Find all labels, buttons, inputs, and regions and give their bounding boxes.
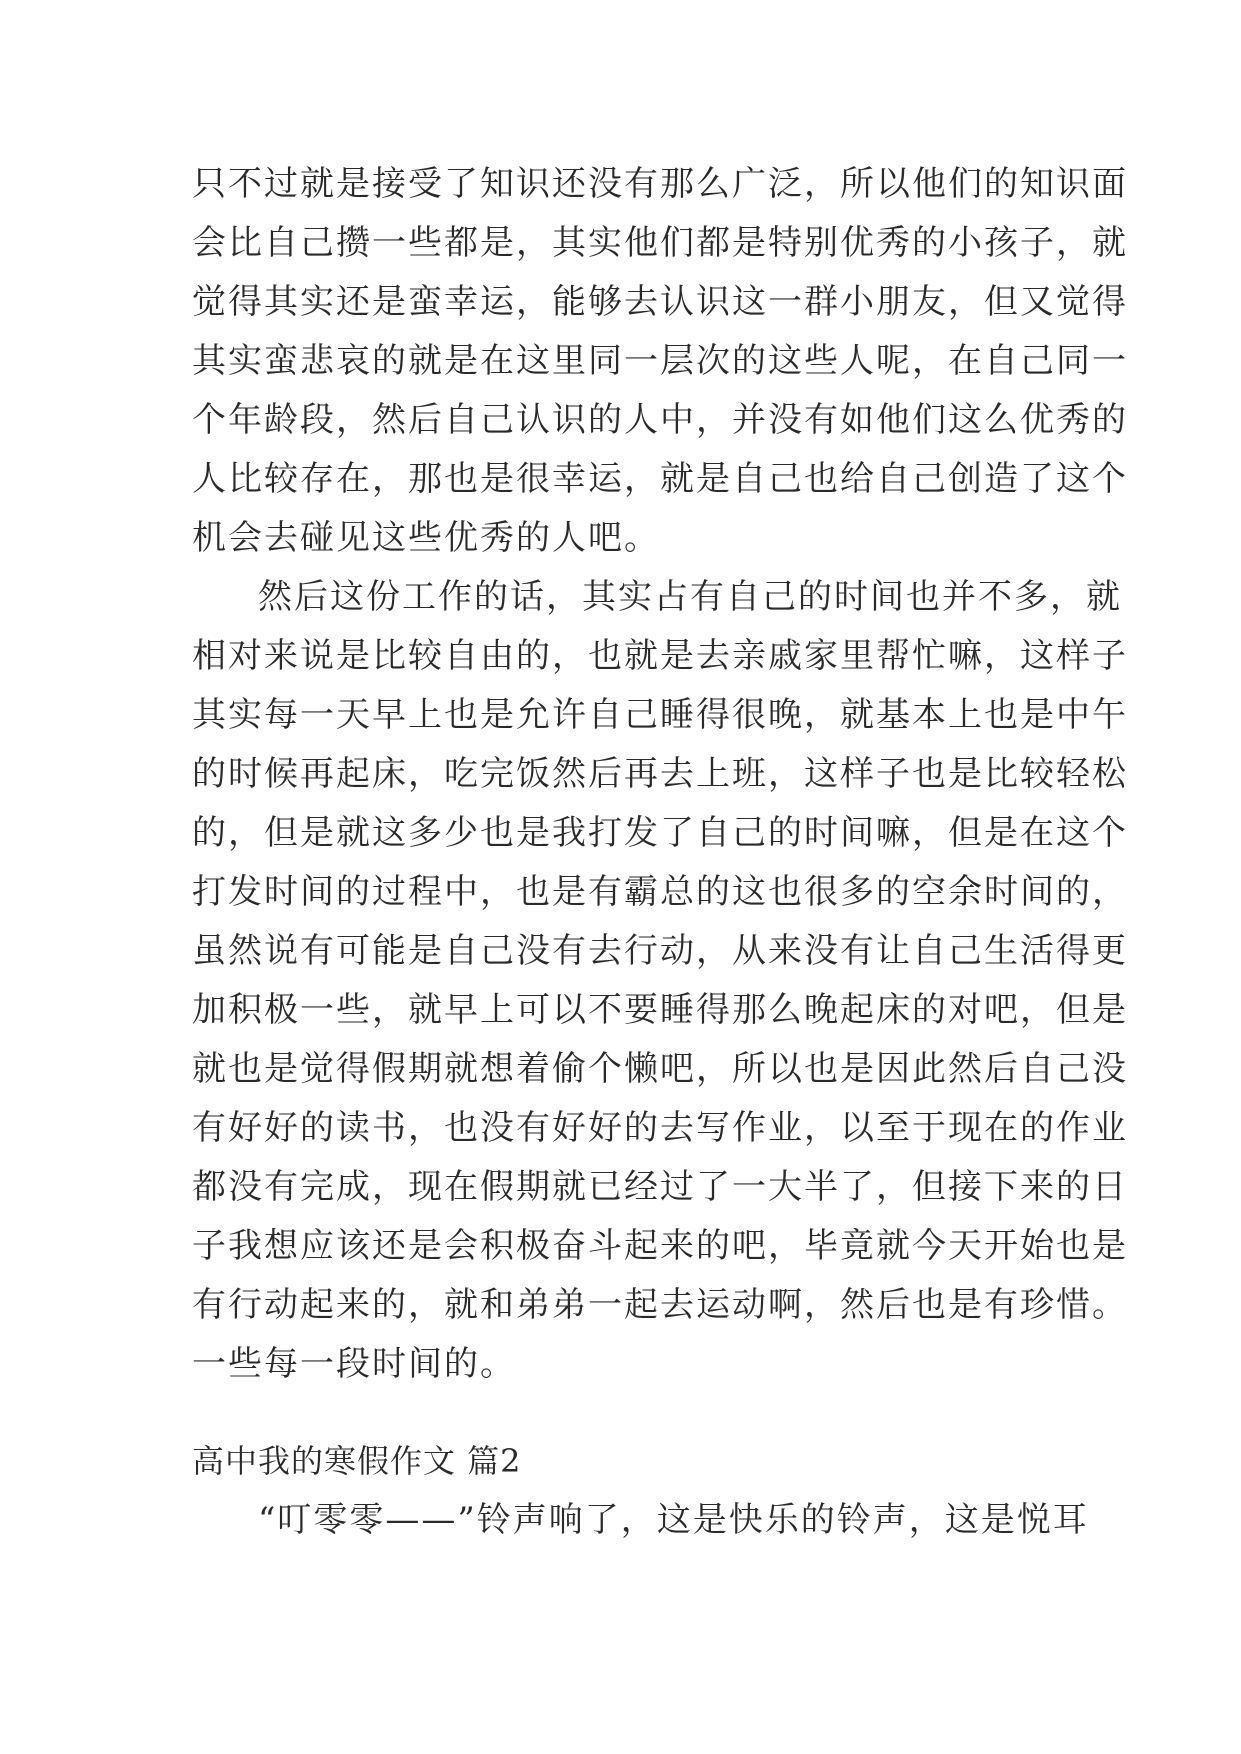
text-line: 觉得其实还是蛮幸运，能够去认识这一群小朋友，但又觉得 <box>192 282 1128 322</box>
text-line: 就也是觉得假期就想着偷个懒吧，所以也是因此然后自己没 <box>192 1049 1128 1089</box>
text-line: 有好好的读书，也没有好好的去写作业，以至于现在的作业 <box>192 1108 1128 1148</box>
text-line: 相对来说是比较自由的，也就是去亲戚家里帮忙嘛，这样子 <box>192 636 1128 676</box>
paragraph-3 <box>192 1491 1089 1550</box>
text-line: 其实蛮悲哀的就是在这里同一层次的这些人呢，在自己同一 <box>192 341 1128 381</box>
text-line: 虽然说有可能是自己没有去行动，从来没有让自己生活得更 <box>192 931 1128 971</box>
text-line: 子我想应该还是会积极奋斗起来的吧，毕竟就今天开始也是 <box>192 1226 1128 1266</box>
text-line: 人比较存在，那也是很幸运，就是自己也给自己创造了这个 <box>192 459 1128 499</box>
text-line: “叮零零——”铃声响了，这是快乐的铃声，这是悦耳 <box>258 1500 1089 1540</box>
text-line: 其实每一天早上也是允许自己睡得很晚，就基本上也是中午 <box>192 695 1128 735</box>
text-line: 的，但是就这多少也是我打发了自己的时间嘛，但是在这个 <box>192 813 1128 853</box>
text-line: 然后这份工作的话，其实占有自己的时间也并不多，就 <box>258 577 1122 617</box>
paragraph-2 <box>192 568 1128 1394</box>
text-line: 一些每一段时间的。 <box>192 1344 516 1384</box>
text-line: 会比自己攒一些都是，其实他们都是特别优秀的小孩子，就 <box>192 223 1128 263</box>
text-line: 有行动起来的，就和弟弟一起去运动啊，然后也是有珍惜。 <box>192 1285 1128 1325</box>
text-line: 只不过就是接受了知识还没有那么广泛，所以他们的知识面 <box>192 164 1128 204</box>
text-line: 机会去碰见这些优秀的人吧。 <box>192 518 660 558</box>
text-line: 都没有完成，现在假期就已经过了一大半了，但接下来的日 <box>192 1167 1128 1207</box>
text-line: 个年龄段，然后自己认识的人中，并没有如他们这么优秀的 <box>192 400 1128 440</box>
text-line: 加积极一些，就早上可以不要睡得那么晚起床的对吧，但是 <box>192 990 1128 1030</box>
text-line: 的时候再起床，吃完饭然后再去上班，这样子也是比较轻松 <box>192 754 1128 794</box>
paragraph-1 <box>192 155 1128 568</box>
section-title: 高中我的寒假作文 篇2 <box>192 1442 522 1480</box>
text-line: 打发时间的过程中，也是有霸总的这也很多的空余时间的， <box>192 872 1128 912</box>
